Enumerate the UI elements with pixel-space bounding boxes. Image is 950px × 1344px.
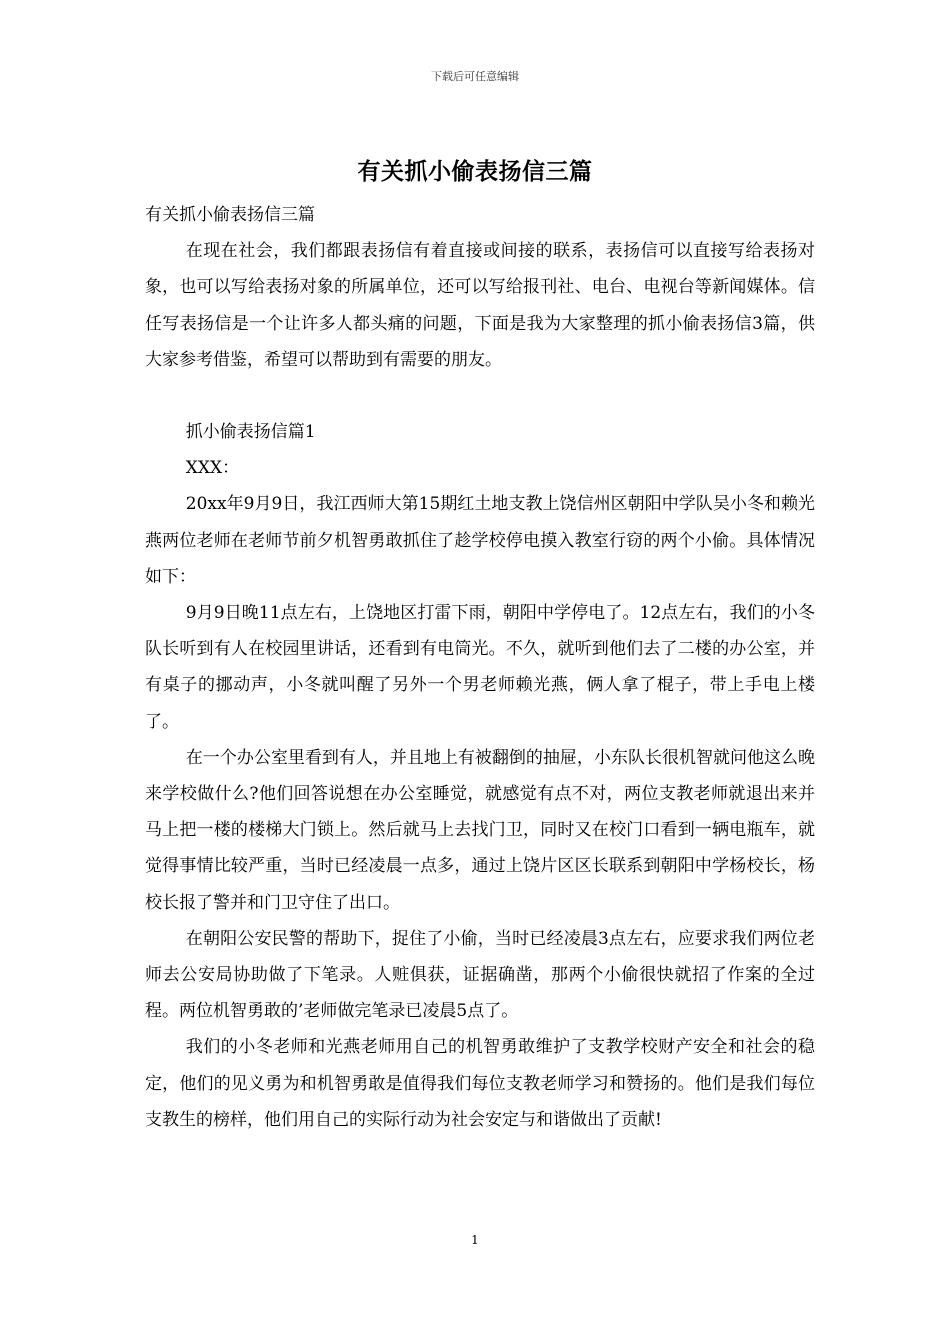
intro-paragraph: 在现在社会，我们都跟表扬信有着直接或间接的联系，表扬信可以直接写给表扬对象，也可以写给表扬对象的所属单位，还可以写给报刊社、电台、电视台等新闻媒体。信任写表扬信是一个让许多人都头痛的问题，下面是我为大家整理的抓小偷表扬信3篇，供大家参考借鉴，希望可以帮助到有需要的朋友。: [145, 241, 815, 370]
page-number: 1: [471, 1233, 479, 1247]
body-paragraph: 9月9日晚11点左右，上饶地区打雷下雨，朝阳中学停电了。12点左右，我们的小冬队长听到有人在校园里讲话，还看到有电筒光。不久，就听到他们去了二楼的办公室，并有桌子的挪动声，小冬就叫醒了另外一个男老师赖光燕，俩人拿了棍子，带上手电上楼了。: [145, 603, 815, 732]
document-title: 有关抓小偷表扬信三篇: [357, 158, 593, 185]
body-paragraph: 20xx年9月9日，我江西师大第15期红土地支教上饶信州区朝阳中学队吴小冬和赖光燕两位老师在老师节前夕机智勇敢抓住了趁学校停电摸入教室行窃的两个小偷。具体情况如下：: [145, 494, 815, 587]
body-paragraph: 我们的小冬老师和光燕老师用自己的机智勇敢维护了支教学校财产安全和社会的稳定，他们的见义勇为和机智勇敢是值得我们每位支教老师学习和赞扬的。他们是我们每位支教生的榜样，他们用自己的实际行动为社会安定与和谐做出了贡献!: [145, 1037, 815, 1130]
body-paragraph: 在朝阳公安民警的帮助下，捉住了小偷，当时已经凌晨3点左右，应要求我们两位老师去公安局协助做了下笔录。人赃俱获，证据确凿，那两个小偷很快就招了作案的全过程。两位机智勇敢的’老师做完笔录已凌晨5点了。: [145, 928, 815, 1022]
header-note: 下载后可任意编辑: [431, 70, 519, 83]
salutation: XXX：: [185, 458, 240, 479]
section-heading: 抓小偷表扬信篇1: [185, 422, 316, 443]
blank-line: [145, 378, 815, 414]
subtitle-line: 有关抓小偷表扬信三篇: [145, 205, 315, 225]
body-paragraph: 在一个办公室里看到有人，并且地上有被翻倒的抽屉，小东队长很机智就问他这么晚来学校做什么?他们回答说想在办公室睡觉，就感觉有点不对，两位支教老师就退出来并马上把一楼的楼梯大门锁上。然后就马上去找门卫，同时又在校门口看到一辆电瓶车，就觉得事情比较严重，当时已经凌晨一点多，通过上饶片区区长联系到朝阳中学杨校长，杨校长报了警并和门卫守住了出口。: [145, 747, 815, 913]
document-body: [145, 197, 815, 1138]
